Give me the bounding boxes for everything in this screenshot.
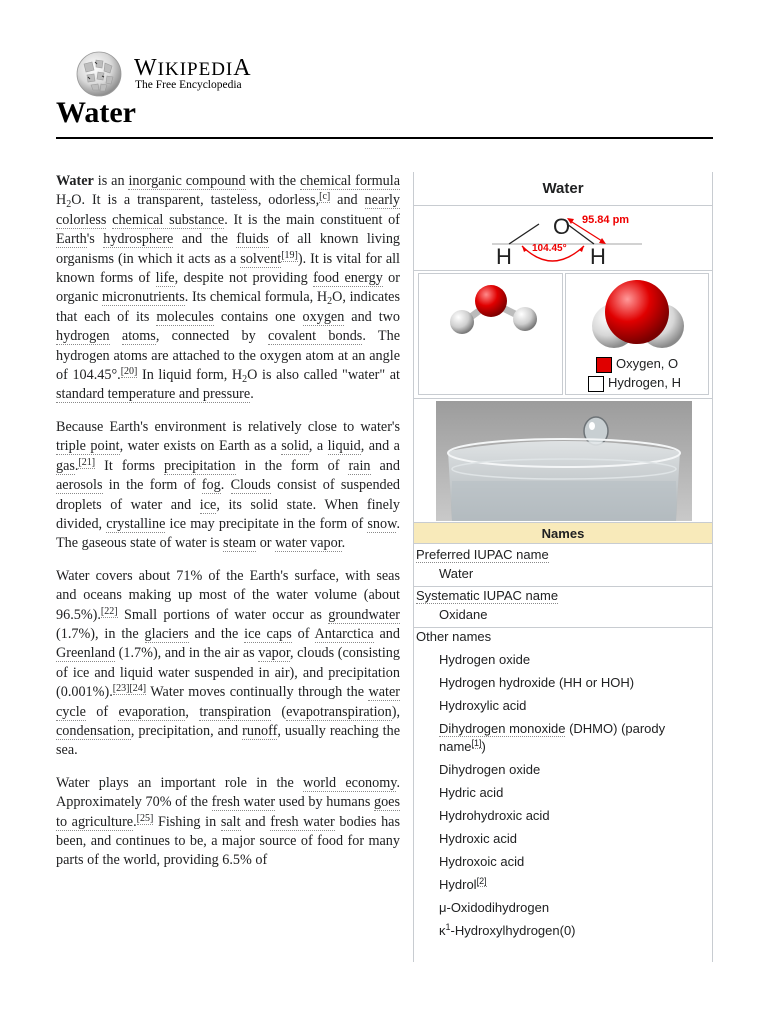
other-name-item: Hydrogen oxide <box>439 652 531 667</box>
ref-25[interactable]: [25] <box>136 812 154 824</box>
link-runoff[interactable]: runoff <box>242 722 278 739</box>
water-drop-photo[interactable] <box>436 401 692 521</box>
link-atoms[interactable]: atoms <box>121 328 156 345</box>
link-precipitation[interactable]: precipitation <box>163 457 236 474</box>
infobox <box>413 172 713 962</box>
lead-term: Water <box>56 173 94 189</box>
link-fresh-water[interactable]: fresh water <box>211 794 276 811</box>
space-filling-model[interactable] <box>565 273 709 395</box>
ref-23[interactable]: [23] <box>112 683 130 695</box>
link-transpiration[interactable]: transpiration <box>199 703 272 720</box>
bond-length-label: 95.84 pm <box>582 214 630 226</box>
preferred-iupac-value: Water <box>439 566 474 581</box>
title-divider <box>56 137 713 139</box>
ref-21[interactable]: [21] <box>78 456 96 468</box>
link-dihydrogen-monoxide[interactable]: Dihydrogen monoxide <box>439 721 566 736</box>
ref-c[interactable]: [c] <box>319 191 331 203</box>
systematic-iupac-label <box>416 588 558 603</box>
other-name-item: Hydrohydroxic acid <box>439 808 550 823</box>
other-name-item: Hydroxylic acid <box>439 698 527 713</box>
atom-o-label: O <box>553 214 571 239</box>
page-title: Water <box>56 96 136 129</box>
link-clouds[interactable]: Clouds <box>230 477 271 494</box>
link-fog[interactable]: fog <box>201 477 221 494</box>
link-gas[interactable]: gas <box>56 457 75 474</box>
link-earth[interactable]: Earth <box>56 231 87 248</box>
link-chemical-substance[interactable]: chemical substance <box>112 211 225 228</box>
other-name-item: Hydroxoic acid <box>439 854 525 869</box>
link-antarctica[interactable]: Antarctica <box>314 625 374 642</box>
paragraph-2: Because Earth's environment is relatively close to water's triple point, water exists on Earth as a solid, a liquid, and a gas.[21] It forms precipitation in the form of rain and aerosols in the form of fog. Clouds consist of suspended droplets of water and ice, its solid state. When finely divided, crystalline ice may precipitate in the form of snow. The gaseous state of water is steam or water vapor. <box>56 418 401 552</box>
link-salt[interactable]: salt <box>220 813 241 830</box>
atom-h-right-label: H <box>590 244 606 269</box>
oxygen-swatch <box>596 357 612 373</box>
site-wordmark[interactable]: WIKIPEDIA <box>134 55 252 81</box>
link-glaciers[interactable]: glaciers <box>144 625 189 642</box>
link-triple-point[interactable]: triple point <box>56 438 120 455</box>
link-ice-caps[interactable]: ice caps <box>244 625 292 642</box>
link-inorganic-compound[interactable]: inorganic compound <box>128 173 246 189</box>
other-name-item: μ-Oxidodihydrogen <box>439 900 550 915</box>
ref-1[interactable]: [1] <box>471 738 482 748</box>
paragraph-1: Water is an inorganic compound with the chemical formula $H_2O$. It is a transparent, tasteless, odorless,[c] and nearly colorless chemical substance. It is the main constituent of Earth's hydrosphere and the fluids of all known living organisms (in which it acts as a solvent[19]). It is vital for all known forms of life, despite not providing food energy or organic micronutrients. Its chemical formula, $H_2O$, indicates that each of its molecules contains one oxygen and two hydrogen atoms, connected by covalent bonds. The hydrogen atoms are attached to the oxygen atom at an angle of 104.45°.[20] In liquid form, $H_2O$ is also called "water" at standard temperature and pressure. <box>56 173 401 403</box>
other-names-label: Other names <box>416 629 492 644</box>
link-rain[interactable]: rain <box>348 457 371 474</box>
link-steam[interactable]: steam <box>223 535 257 552</box>
link-snow[interactable]: snow <box>367 515 397 532</box>
link-solvent[interactable]: solvent <box>240 250 282 267</box>
ball-stick-image <box>419 274 564 396</box>
ref-24[interactable]: [24] <box>129 683 147 695</box>
link-hydrosphere[interactable]: hydrosphere <box>103 231 174 248</box>
link-chemical-formula[interactable]: chemical formula <box>299 173 401 189</box>
link-groundwater[interactable]: groundwater <box>328 606 400 623</box>
systematic-iupac-value: Oxidane <box>439 607 488 622</box>
link-hydrogen[interactable]: hydrogen <box>56 328 110 345</box>
link-solid[interactable]: solid <box>281 438 309 455</box>
ref-20[interactable]: [20] <box>120 366 138 378</box>
other-name-item: Dihydrogen oxide <box>439 762 541 777</box>
link-systematic-iupac-name[interactable]: Systematic IUPAC name <box>416 588 559 603</box>
atom-h-left-label: H <box>496 244 512 269</box>
preferred-iupac-label <box>416 547 549 562</box>
ref-22[interactable]: [22] <box>100 605 118 617</box>
wikipedia-globe-icon[interactable] <box>72 50 126 98</box>
link-stp[interactable]: standard temperature and pressure <box>56 386 251 403</box>
link-aerosols[interactable]: aerosols <box>56 477 103 494</box>
row-divider <box>414 586 712 587</box>
link-oxygen[interactable]: oxygen <box>302 308 345 325</box>
other-name-item: Hydric acid <box>439 785 504 800</box>
link-water-cycle[interactable]: water cycle <box>56 684 400 720</box>
link-nearly-colorless[interactable]: nearly colorless <box>56 192 400 228</box>
hydrogen-swatch <box>588 376 604 392</box>
wordmark-rest: IKIPEDI <box>157 59 234 80</box>
ball-and-stick-model[interactable] <box>418 273 563 395</box>
link-evapotranspiration[interactable]: evapotranspiration <box>286 703 392 720</box>
ref-2[interactable]: [2] <box>476 876 487 886</box>
link-crystalline[interactable]: crystalline <box>106 515 166 532</box>
link-fluids[interactable]: fluids <box>236 231 269 248</box>
link-agriculture[interactable]: goes to agriculture <box>56 794 400 830</box>
row-divider <box>414 627 712 628</box>
site-tagline: The Free Encyclopedia <box>135 79 242 91</box>
link-preferred-iupac-name[interactable]: Preferred IUPAC name <box>416 547 549 562</box>
link-world-economy[interactable]: world economy <box>303 774 397 791</box>
link-food-energy[interactable]: food energy <box>313 270 383 287</box>
space-filling-image <box>566 274 710 354</box>
names-section-header: Names <box>414 522 712 544</box>
other-name-item: Hydrogen hydroxide (HH or HOH) <box>439 675 635 690</box>
paragraph-3: Water covers about 71% of the Earth's surface, with seas and oceans making up most of the water volume (about 96.5%).[22] Small portions of water occur as groundwater (1.7%), in the glaciers and the ice caps of Antarctica and Greenland (1.7%), and in the air as vapor, clouds (consisting of ice and liquid water suspended in air), and precipitation (0.001%).[23][24] Water moves continually through the water cycle of evaporation, transpiration (evapotranspiration), condensation, precipitation, and runoff, usually reaching the sea. <box>56 567 401 759</box>
other-names-list <box>439 651 709 945</box>
link-water-vapor[interactable]: water vapor <box>275 535 342 552</box>
link-vapor[interactable]: vapor <box>258 645 290 662</box>
ref-19[interactable]: [19] <box>281 249 298 261</box>
link-covalent-bonds[interactable]: covalent bonds <box>268 328 363 345</box>
legend-oxygen: Oxygen, O <box>596 356 678 373</box>
paragraph-4: Water plays an important role in the world economy. Approximately 70% of the fresh water used by humans goes to agriculture.[25] Fishing in salt and fresh water bodies has been, and continues to be, a major source of food for many parts of the world, providing 6.5% of <box>56 774 400 869</box>
other-name-item: $\kappa^1-Hydroxylhydrogen(0)$ <box>439 922 576 938</box>
link-evaporation[interactable]: evaporation <box>118 703 186 720</box>
link-ice[interactable]: ice <box>199 496 217 513</box>
other-name-item: Hydroxic acid <box>439 831 518 846</box>
other-name-item: Hydrol[2] <box>439 876 487 892</box>
site-header <box>72 50 712 100</box>
link-fresh-water-2[interactable]: fresh water <box>270 813 335 830</box>
legend-hydrogen: Hydrogen, H <box>588 375 681 392</box>
infobox-title: Water <box>542 180 584 197</box>
link-greenland[interactable]: Greenland <box>56 645 116 662</box>
link-micronutrients[interactable]: micronutrients <box>101 289 185 306</box>
molecule-models <box>414 271 712 399</box>
article-body <box>56 172 400 884</box>
water-structure-diagram <box>414 206 712 272</box>
link-molecules[interactable]: molecules <box>156 308 214 325</box>
other-name-item: Dihydrogen monoxide (DHMO) (parody name[1]) <box>439 721 666 754</box>
bond-angle-label: 104.45° <box>532 243 567 254</box>
structural-formula[interactable] <box>414 205 712 271</box>
link-life[interactable]: life <box>155 270 175 287</box>
link-liquid[interactable]: liquid <box>327 438 361 455</box>
link-condensation[interactable]: condensation <box>56 722 131 739</box>
